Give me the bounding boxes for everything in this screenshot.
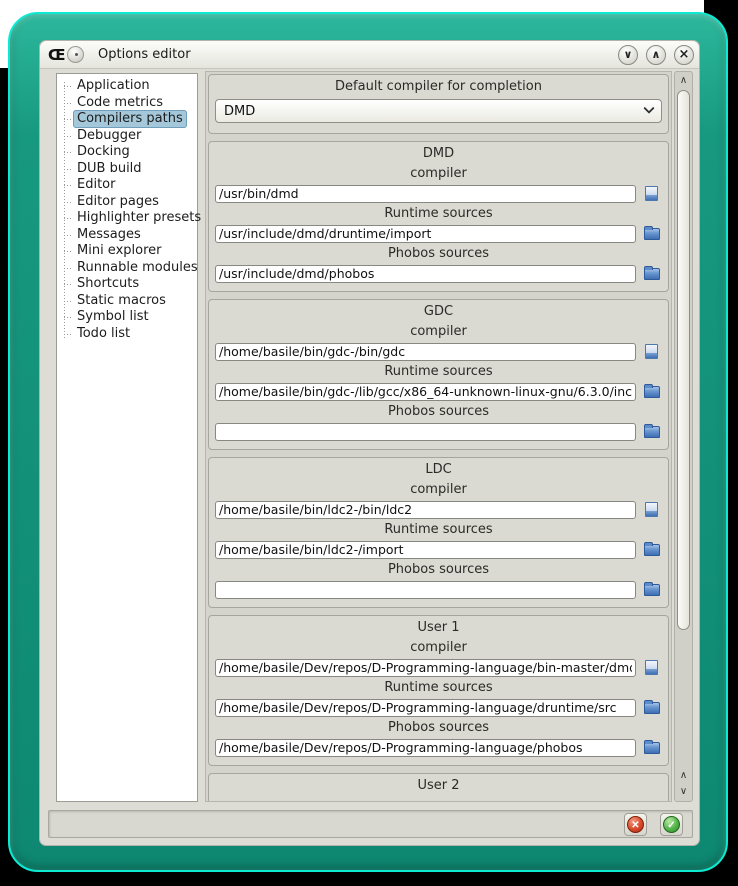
scroll-up-icon[interactable]: ∧ xyxy=(679,75,688,86)
compiler-group-ldc xyxy=(208,457,669,608)
field-label: compiler xyxy=(410,640,467,655)
accept-button[interactable] xyxy=(660,813,683,836)
sidebar-item-editor-pages[interactable]: Editor pages xyxy=(73,194,197,211)
field-label: Runtime sources xyxy=(384,680,493,695)
selected-compiler-value: DMD xyxy=(224,103,256,119)
sidebar-item-todo-list[interactable]: Todo list xyxy=(73,326,197,343)
category-tree xyxy=(57,74,202,342)
accept-icon: ✓ xyxy=(663,816,680,833)
field-label: Runtime sources xyxy=(384,522,493,537)
folder-icon xyxy=(644,742,660,754)
close-icon[interactable]: × xyxy=(674,45,694,65)
app-icon: Œ xyxy=(48,46,66,64)
status-bar xyxy=(48,810,693,838)
scroll-up-icon[interactable]: ∧ xyxy=(679,770,688,781)
group-title: DMD xyxy=(422,146,455,161)
sidebar-item-editor[interactable]: Editor xyxy=(73,177,197,194)
browse-folder-button[interactable] xyxy=(642,264,662,284)
cancel-icon: ✕ xyxy=(627,816,644,833)
browse-folder-button[interactable] xyxy=(642,422,662,442)
window-title: Options editor xyxy=(98,47,191,62)
browse-folder-button[interactable] xyxy=(642,738,662,758)
user1-compiler-input[interactable] xyxy=(215,659,636,677)
field-label: Phobos sources xyxy=(387,246,490,261)
group-title: LDC xyxy=(425,462,452,477)
default-compiler-select[interactable] xyxy=(215,99,662,123)
browse-folder-button[interactable] xyxy=(642,580,662,600)
open-file-icon xyxy=(645,660,658,675)
browse-file-button[interactable] xyxy=(642,658,662,678)
browse-folder-button[interactable] xyxy=(642,540,662,560)
field-label: Phobos sources xyxy=(387,404,490,419)
open-file-icon xyxy=(645,186,658,201)
category-list xyxy=(56,73,202,802)
dmd-runtime-input[interactable] xyxy=(215,225,636,243)
folder-icon xyxy=(644,426,660,438)
settings-viewport xyxy=(205,71,672,802)
sidebar-item-mini-explorer[interactable]: Mini explorer xyxy=(73,243,197,260)
group-title: User 2 xyxy=(417,778,460,793)
unshade-button[interactable]: ∧ xyxy=(646,45,666,65)
open-file-icon xyxy=(645,502,658,517)
chevron-down-icon xyxy=(643,103,654,114)
folder-icon xyxy=(644,268,660,280)
sidebar-item-code-metrics[interactable]: Code metrics xyxy=(73,95,197,112)
sidebar-item-debugger[interactable]: Debugger xyxy=(73,128,197,145)
user1-phobos-input[interactable] xyxy=(215,739,636,757)
ldc-phobos-input[interactable] xyxy=(215,581,636,599)
group-title: GDC xyxy=(423,304,454,319)
sidebar-item-messages[interactable]: Messages xyxy=(73,227,197,244)
browse-folder-button[interactable] xyxy=(642,382,662,402)
gdc-phobos-input[interactable] xyxy=(215,423,636,441)
folder-icon xyxy=(644,702,660,714)
sidebar-item-application[interactable]: Application xyxy=(73,78,197,95)
sidebar-item-highlighter-presets[interactable]: Highlighter presets xyxy=(73,210,197,227)
field-label: Phobos sources xyxy=(387,562,490,577)
browse-folder-button[interactable] xyxy=(642,698,662,718)
gdc-compiler-input[interactable] xyxy=(215,343,636,361)
ldc-compiler-input[interactable] xyxy=(215,501,636,519)
folder-icon xyxy=(644,386,660,398)
titlebar-menu-button[interactable] xyxy=(67,46,84,63)
gdc-runtime-input[interactable] xyxy=(215,383,636,401)
folder-icon xyxy=(644,228,660,240)
field-label: Runtime sources xyxy=(384,364,493,379)
browse-folder-button[interactable] xyxy=(642,224,662,244)
compiler-group-gdc xyxy=(208,299,669,450)
field-label: compiler xyxy=(410,482,467,497)
sidebar-item-runnable-modules[interactable]: Runnable modules xyxy=(73,260,197,277)
compiler-group-user1 xyxy=(208,615,669,766)
browse-file-button[interactable] xyxy=(642,342,662,362)
group-title: User 1 xyxy=(417,620,460,635)
compiler-group-user2 xyxy=(208,773,669,802)
scroll-down-icon[interactable]: ∨ xyxy=(679,786,688,797)
compiler-group-dmd xyxy=(208,141,669,292)
cancel-button[interactable] xyxy=(624,813,647,836)
sidebar-item-symbol-list[interactable]: Symbol list xyxy=(73,309,197,326)
open-file-icon xyxy=(645,344,658,359)
scrollbar-thumb[interactable] xyxy=(677,90,690,630)
browse-file-button[interactable] xyxy=(642,184,662,204)
group-title: Default compiler for completion xyxy=(335,79,542,94)
folder-icon xyxy=(644,584,660,596)
sidebar-item-dub-build[interactable]: DUB build xyxy=(73,161,197,178)
sidebar-item-static-macros[interactable]: Static macros xyxy=(73,293,197,310)
user1-runtime-input[interactable] xyxy=(215,699,636,717)
ldc-runtime-input[interactable] xyxy=(215,541,636,559)
field-label: Runtime sources xyxy=(384,206,493,221)
vertical-scrollbar[interactable] xyxy=(674,71,693,802)
dmd-phobos-input[interactable] xyxy=(215,265,636,283)
sidebar-item-docking[interactable]: Docking xyxy=(73,144,197,161)
folder-icon xyxy=(644,544,660,556)
options-editor-window xyxy=(8,12,728,872)
browse-file-button[interactable] xyxy=(642,500,662,520)
default-compiler-group xyxy=(208,74,669,134)
dmd-compiler-input[interactable] xyxy=(215,185,636,203)
sidebar-item-shortcuts[interactable]: Shortcuts xyxy=(73,276,197,293)
field-label: compiler xyxy=(410,166,467,181)
shade-button[interactable]: ∨ xyxy=(618,45,638,65)
titlebar[interactable] xyxy=(40,41,699,69)
inner-window xyxy=(39,40,700,846)
field-label: compiler xyxy=(410,324,467,339)
field-label: Phobos sources xyxy=(387,720,490,735)
sidebar-item-compilers-paths[interactable]: Compilers paths xyxy=(73,111,197,128)
